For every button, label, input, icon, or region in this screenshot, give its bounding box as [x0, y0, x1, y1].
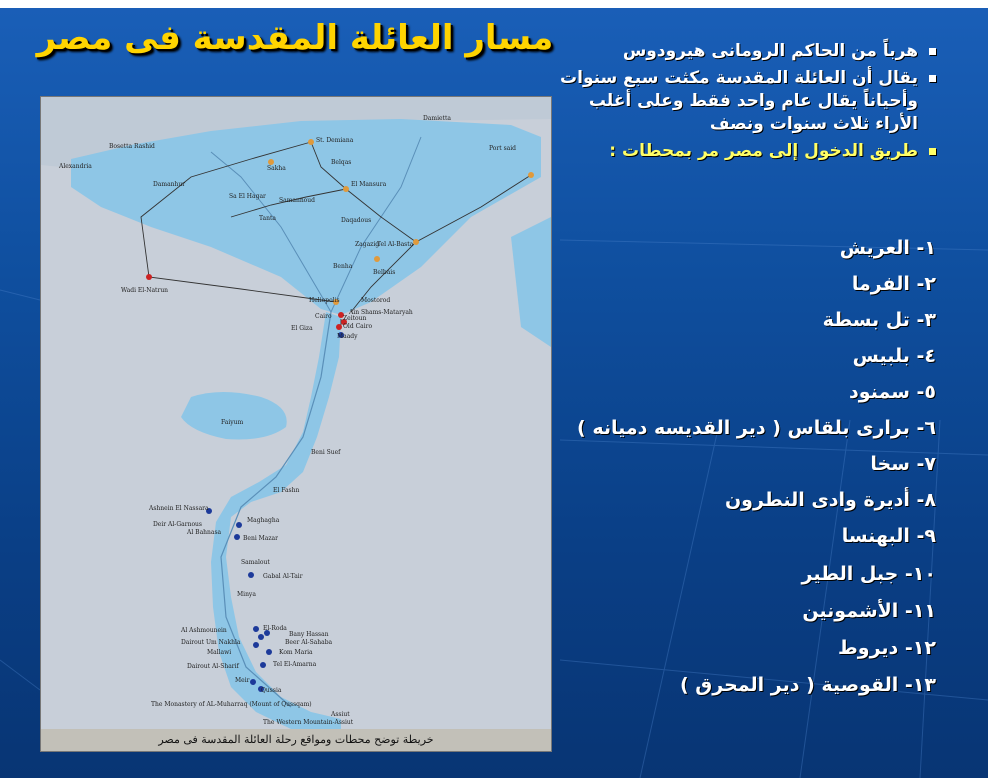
bullet-item — [546, 67, 936, 136]
map-label-gabal-al-tair: Gabal Al-Tair — [263, 573, 303, 580]
station-item: ٩- البهنسا — [841, 525, 936, 547]
map-label-meir: Meir — [235, 677, 250, 684]
map-label-assiut: Assiut — [331, 711, 350, 718]
map-label-damanhur: Damanhur — [153, 181, 186, 188]
map-label-heliopolis: Heliopolis — [309, 297, 340, 304]
map-label-beni-mazar: Beni Mazar — [243, 535, 278, 542]
map-label-maadi: Maady — [337, 333, 358, 340]
bullet-text: طريق الدخول إلى مصر مر بمحطات : — [609, 141, 918, 161]
map-label-samalout: Samalout — [241, 559, 270, 566]
bullet-item-highlight — [546, 140, 936, 163]
map-label-monastery-muharraq: The Monastery of AL-Muharraq (Mount of Qussqam) — [151, 701, 312, 708]
map-label-tel-el-amarna: Tel El-Amarna — [273, 661, 317, 668]
map-label-alexandria: Alexandria — [59, 163, 92, 170]
holy-family-route-map — [40, 96, 552, 752]
bullet-square-icon — [929, 75, 936, 82]
bullet-square-icon — [929, 48, 936, 55]
faiyum-oasis — [181, 392, 287, 440]
map-caption: خريطة توضح محطات ومواقع رحلة العائلة المقدسة فى مصر — [41, 729, 551, 751]
station-item: ٢- الفرما — [851, 273, 936, 295]
map-label-sakha: Sakha — [267, 165, 286, 172]
map-label-el-fashn: El Fashn — [273, 487, 300, 494]
map-label-sa-el-hagar: Sa El Hagar — [229, 193, 266, 200]
map-label-western-mountain: The Western Mountain-Assiut — [263, 719, 354, 726]
map-label-tel-al-basta: Tel Al-Basta — [377, 241, 414, 248]
map-label-bany-hassan: Bany Hassan — [289, 631, 329, 638]
station-item: ١١- الأشمونين — [802, 600, 936, 622]
map-label-maghagha: Maghagha — [247, 517, 280, 524]
map-label-el-roda: El-Roda — [263, 625, 287, 632]
map-label-zeitoun: Zeitoun — [343, 315, 367, 322]
map-label-mostorod: Mostorod — [361, 297, 391, 304]
map-label-beer-al-sahaba: Beer Al-Sahaba — [285, 639, 333, 646]
map-label-minya: Minya — [237, 591, 256, 598]
map-label-al-ashmounein: Al Ashmounein — [181, 627, 227, 634]
map-label-benha: Benha — [333, 263, 353, 270]
map-label-wadi-el-natrun: Wadi El-Natrun — [121, 287, 169, 294]
map-label-belqas: Belqas — [331, 159, 352, 166]
map-label-port-said: Port said — [489, 145, 517, 152]
bullet-text: يقال أن العائلة المقدسة مكثت سبع سنوات وأحياناً يقال عام واحد فقط وعلى أغلب الأراء ثلاث سنوات ونصف — [560, 68, 918, 134]
station-item: ٦- برارى بلقاس ( دير القديسه دميانه ) — [577, 417, 936, 439]
map-label-st-demiana: St. Demiana — [316, 137, 354, 144]
map-label-dairout-um-nakhla: Dairout Um Nakhla — [181, 639, 241, 646]
map-label-daqadous: Daqadous — [341, 217, 372, 224]
station-item: ٥- سمنود — [849, 381, 936, 403]
map-label-faiyum: Faiyum — [221, 419, 244, 426]
station-item: ١- العريش — [839, 237, 936, 259]
map-label-zagazig: Zagazig — [355, 241, 380, 248]
map-label-kom-maria: Kom Maria — [279, 649, 313, 656]
slide-title: مسار العائلة المقدسة فى مصر — [36, 18, 554, 58]
station-item: ٤- بلبيس — [852, 345, 936, 367]
map-label-ashnein: Ashnein El Nassara — [149, 505, 209, 512]
station-item: ٨- أديرة وادى النطرون — [724, 489, 936, 511]
map-label-dairout-al-sharif: Dairout Al-Sharif — [187, 663, 239, 670]
bullet-list — [546, 40, 936, 167]
map-label-samannoud: Samannoud — [279, 197, 315, 204]
map-label-el-giza: El Giza — [291, 325, 313, 332]
bullet-square-icon — [929, 148, 936, 155]
map-label-el-mansura: El Mansura — [351, 181, 387, 188]
map-label-rashid: Bosetta Rashid — [109, 143, 155, 150]
station-item: ٧- سخا — [870, 453, 936, 475]
map-label-cairo: Cairo — [315, 313, 332, 320]
map-label-ain-shams: Ain Shams-Mataryah — [349, 309, 413, 316]
map-label-qussia: Qussia — [261, 687, 282, 694]
map-label-al-bahnasa: Al Bahnasa — [187, 529, 222, 536]
map-label-beni-suef: Beni Suef — [311, 449, 341, 456]
map-label-tanta: Tanta — [259, 215, 276, 222]
bullet-text: هرباً من الحاكم الرومانى هيرودوس — [622, 41, 918, 61]
station-item: ١٠- جبل الطير — [801, 563, 936, 585]
station-item: ١٣- القوصية ( دير المحرق ) — [680, 674, 936, 696]
station-item: ١٢- ديروط — [838, 637, 936, 659]
station-item: ٣- تل بسطة — [822, 309, 936, 331]
map-label-belbais: Belbais — [373, 269, 396, 276]
map-label-deir-al-garnous: Deir Al-Garnous — [153, 521, 202, 528]
bullet-item — [546, 40, 936, 63]
map-label-mallawi: Mallawi — [207, 649, 232, 656]
map-label-damietta: Damietta — [423, 115, 451, 122]
map-label-old-cairo: Old Cairo — [343, 323, 373, 330]
